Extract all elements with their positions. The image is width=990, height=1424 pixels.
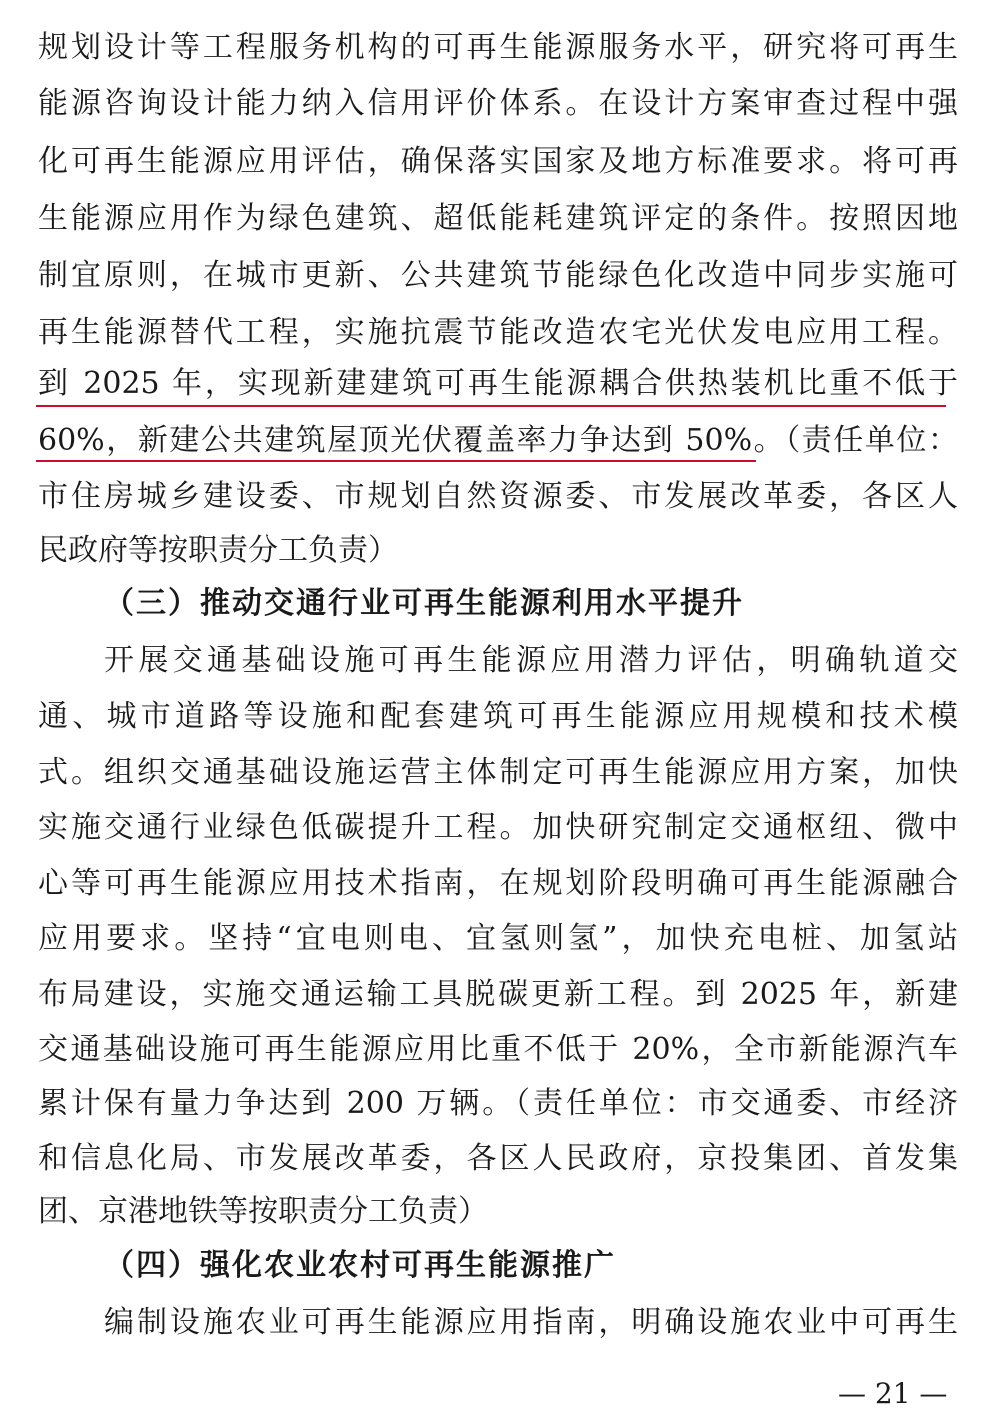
- red-underline: [36, 460, 756, 462]
- paragraph-line: 式。组织交通基础设施运营主体制定可再生能源应用方案，加快: [38, 755, 958, 790]
- paragraph-line: 应用要求。坚持“宜电则电、宜氢则氢”，加快充电桩、加氢站: [38, 921, 958, 956]
- paragraph-line: 心等可再生能源应用技术指南，在规划阶段明确可再生能源融合: [38, 866, 958, 901]
- paragraph-line: 团、京港地铁等按职责分工负责）: [38, 1194, 488, 1229]
- paragraph-line: 编制设施农业可再生能源应用指南，明确设施农业中可再生: [104, 1305, 958, 1340]
- paragraph-line: 和信息化局、市发展改革委，各区人民政府，京投集团、首发集: [38, 1141, 958, 1176]
- page-number: — 21 —: [838, 1377, 948, 1410]
- paragraph-line: 生能源应用作为绿色建筑、超低能耗建筑评定的条件。按照因地: [38, 201, 958, 236]
- red-underline: [36, 405, 946, 407]
- paragraph-line: 布局建设，实施交通运输工具脱碳更新工程。到 2025 年，新建: [38, 977, 958, 1012]
- paragraph-line: 交通基础设施可再生能源应用比重不低于 20%，全市新能源汽车: [38, 1032, 958, 1067]
- paragraph-line: 通、城市道路等设施和配套建筑可再生能源应用规模和技术模: [38, 699, 958, 734]
- paragraph-line: 民政府等按职责分工负责）: [38, 533, 398, 568]
- highlighted-line: 60%，新建公共建筑屋顶光伏覆盖率力争达到 50%。（责任单位：: [38, 423, 958, 458]
- paragraph-line: 累计保有量力争达到 200 万辆。（责任单位：市交通委、市经济: [38, 1086, 958, 1121]
- section-heading: （四）强化农业农村可再生能源推广: [104, 1248, 616, 1283]
- paragraph-line: 开展交通基础设施可再生能源应用潜力评估，明确轨道交: [104, 643, 958, 678]
- paragraph-line: 实施交通行业绿色低碳提升工程。加快研究制定交通枢纽、微中: [38, 810, 958, 845]
- paragraph-line: 市住房城乡建设委、市规划自然资源委、市发展改革委，各区人: [38, 479, 958, 514]
- paragraph-line: 规划设计等工程服务机构的可再生能源服务水平，研究将可再生: [38, 30, 958, 65]
- section-heading: （三）推动交通行业可再生能源利用水平提升: [104, 586, 744, 621]
- paragraph-line: 化可再生能源应用评估，确保落实国家及地方标准要求。将可再: [38, 144, 958, 179]
- paragraph-line: 制宜原则，在城市更新、公共建筑节能绿色化改造中同步实施可: [38, 258, 958, 293]
- paragraph-line: 再生能源替代工程，实施抗震节能改造农宅光伏发电应用工程。: [38, 315, 958, 350]
- paragraph-line: 能源咨询设计能力纳入信用评价体系。在设计方案审查过程中强: [38, 86, 958, 121]
- highlighted-line: 到 2025 年，实现新建建筑可再生能源耦合供热装机比重不低于: [38, 366, 958, 401]
